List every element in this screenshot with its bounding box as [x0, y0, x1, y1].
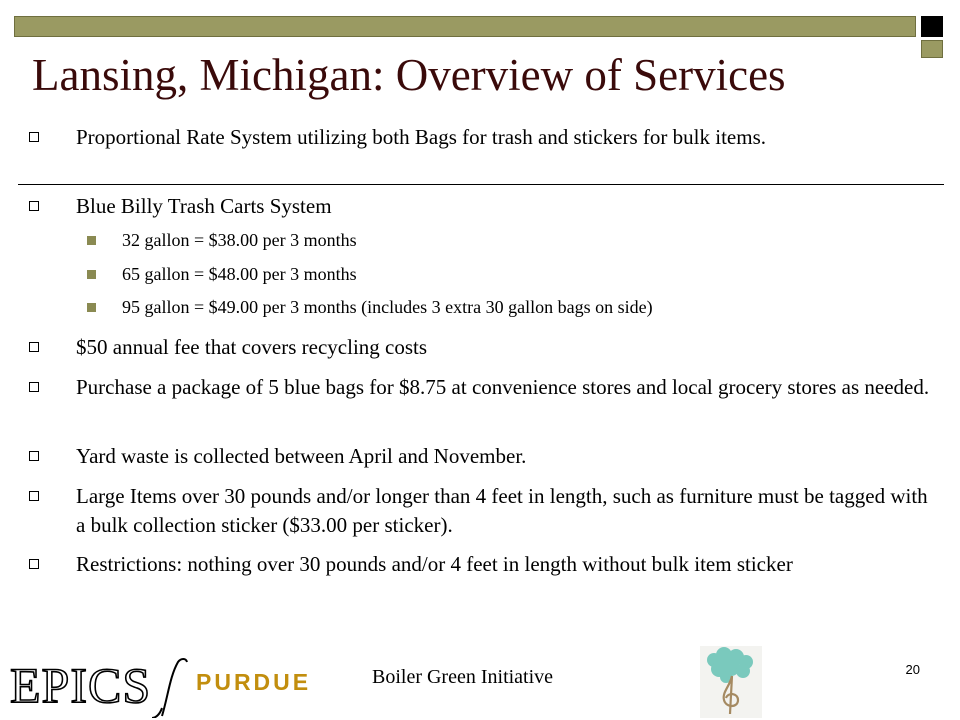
- list-item-text: Purchase a package of 5 blue bags for $8.75 at convenience stores and local grocery stores as needed.: [76, 375, 930, 399]
- list-item-text: $50 annual fee that covers recycling costs: [76, 335, 428, 359]
- slide-number: 20: [905, 662, 920, 677]
- tree-treble-clef-icon: [700, 646, 762, 718]
- hollow-square-icon: [29, 382, 39, 392]
- sub-list-item-text: 95 gallon = $49.00 per 3 months (includes 3 extra 30 gallon bags on side): [122, 297, 653, 317]
- footer-label: Boiler Green Initiative: [372, 666, 554, 688]
- list-item-text: Large Items over 30 pounds and/or longer than 4 feet in length, such as furniture must be tagged with a bulk collection sticker ($33.00 per sticker).: [76, 484, 928, 537]
- hollow-square-icon: [29, 559, 39, 569]
- integral-glyph: [162, 659, 187, 716]
- list-item-text: Blue Billy Trash Carts System: [76, 194, 332, 218]
- list-item-text: Restrictions: nothing over 30 pounds and/or 4 feet in length without bulk item sticker: [76, 552, 793, 576]
- filled-square-icon: [87, 303, 96, 312]
- sub-list-item-text: 65 gallon = $48.00 per 3 months: [122, 264, 357, 284]
- epics-purdue-logo: [10, 656, 320, 718]
- filled-square-icon: [87, 270, 96, 279]
- filled-square-icon: [87, 236, 96, 245]
- purdue-logo-text: PURDUE: [196, 669, 312, 695]
- hollow-square-icon: [29, 132, 39, 142]
- hollow-square-icon: [29, 451, 39, 461]
- page-title: Lansing, Michigan: Overview of Services: [32, 50, 786, 100]
- hollow-square-icon: [29, 491, 39, 501]
- epics-logo-text: EPICS: [10, 657, 152, 713]
- sub-list-item-text: 32 gallon = $38.00 per 3 months: [122, 230, 357, 250]
- list-item-text: Proportional Rate System utilizing both Bags for trash and stickers for bulk items.: [76, 125, 766, 149]
- hollow-square-icon: [29, 201, 39, 211]
- list-item-text: Yard waste is collected between April and November.: [76, 444, 527, 468]
- hollow-square-icon: [29, 342, 39, 352]
